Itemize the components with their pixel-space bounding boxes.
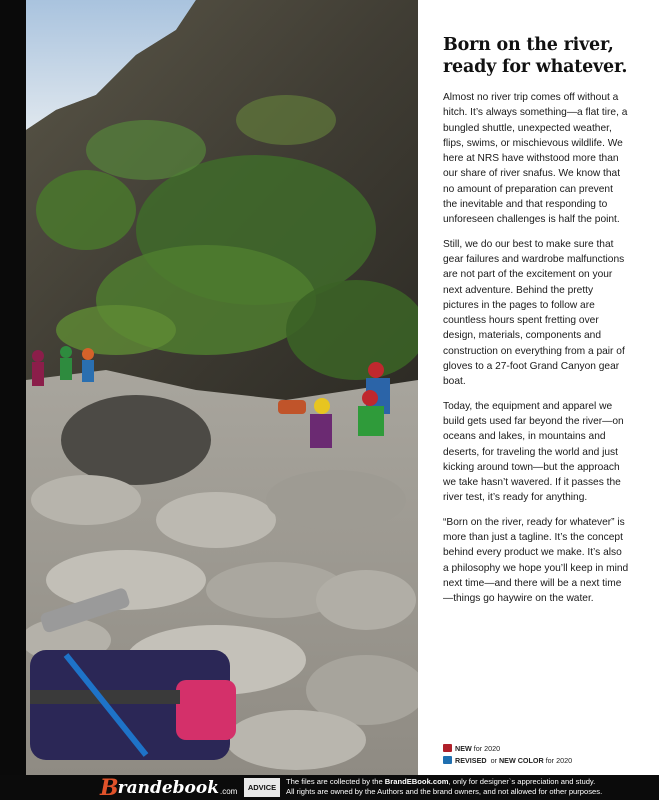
disclaimer-site-link[interactable]: BrandEBook.com [384,777,449,786]
article-paragraph: Almost no river trip comes off without a hitch. It’s always something—a flat tire, a bungled shuttle, unexpected weather, flips, swims, or mischievous wildlife. We here at NRS have withstood more than our share of river snafus. We know that no amount of preparation can prevent the inevitable and that responding to unforeseen challenges is half the point. [443,92,628,226]
article-paragraph: “Born on the river, ready for whatever” is more than just a tagline. It’s the concept behind every product we make. It’s also a philosophy we hope you’ll keep in mind next time—and there will be a next time—things go haywire on the water. [443,516,629,605]
legend-revised-label: REVISED [455,755,487,765]
disclaimer-line-1 [286,777,658,787]
left-edge-bar [0,0,26,800]
footer-bar [0,775,659,800]
legend-revised-row [443,754,572,766]
legend-new-row [443,742,572,754]
article-column [443,34,629,616]
article-paragraph: Still, we do our best to make sure that gear failures and wardrobe malfunctions are not part of the excitement on your next adventure. Behind the pretty pictures in the pages to follow are countless hours spent fretting over design, materials, components and construction on everything from a pair of gloves to a 27-foot Grand Canyon gear boat. [443,238,625,388]
advice-label: ADVICE [244,778,280,797]
article-paragraph: Today, the equipment and apparel we build gets used far beyond the river—on oceans and lakes, in mountains and deserts, for traveling the world and just kicking around town—but the approach we take hasn’t wavered. If it passes the river test, it’s ready for anything. [443,400,624,504]
disclaimer-line-2: All rights are owned by the Authors and the brand owners, and not allowed for other purposes. [286,787,603,796]
brand-name: randebook [117,777,219,798]
product-legend [443,742,572,766]
footer-disclaimer [286,777,658,797]
brandebook-logo[interactable] [100,776,237,799]
revised-badge-icon [443,756,452,764]
legend-revised-suffix: for 2020 [545,755,573,765]
legend-or-text: or [490,755,497,765]
legend-new-color-label: NEW COLOR [498,755,544,765]
hero-photo-illustration [26,0,418,775]
new-badge-icon [443,744,452,752]
legend-new-label: NEW [455,743,472,753]
disclaimer-suffix: , only for designer`s appreciation and study. [448,777,596,786]
legend-new-suffix: for 2020 [473,743,501,753]
article-headline: Born on the river, ready for whatever. [443,35,628,77]
brand-initial: B [100,774,119,801]
disclaimer-prefix: The files are collected by the [286,777,383,786]
hero-photo [26,0,418,775]
brand-tld: .com [220,786,238,796]
